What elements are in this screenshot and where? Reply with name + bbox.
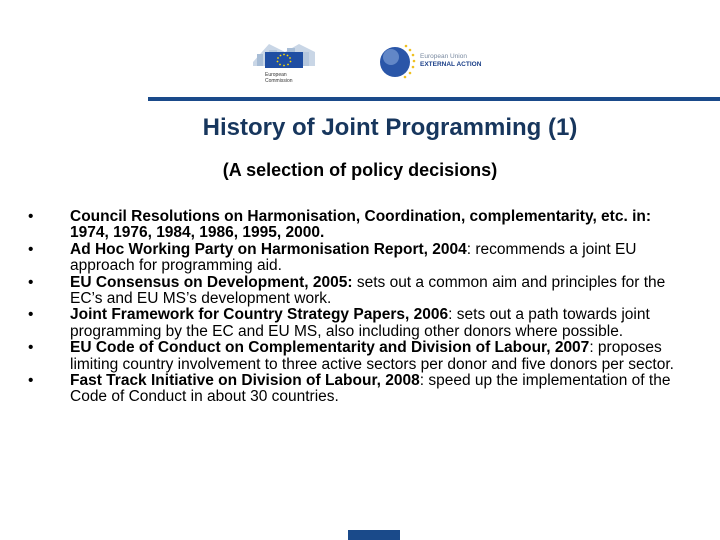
- bullet-icon: •: [28, 306, 34, 324]
- policy-decision-list: [28, 209, 688, 406]
- european-commission-wordmark: European Commission: [265, 72, 293, 84]
- list-item: [28, 340, 688, 373]
- item-text: : speed up the implementation of the Code of Conduct in about 30 countries.: [70, 372, 671, 406]
- item-lead: Fast Track Initiative on Division of Labour, 2008: [70, 372, 420, 390]
- item-lead: Ad Hoc Working Party on Harmonisation Report, 2004: [70, 240, 467, 258]
- bullet-icon: •: [28, 372, 34, 390]
- item-lead: Joint Framework for Country Strategy Papers, 2006: [70, 306, 449, 324]
- slide-subtitle: (A selection of policy decisions): [222, 160, 498, 180]
- bullet-icon: •: [28, 273, 34, 291]
- slide-title: History of Joint Programming (1): [202, 114, 578, 141]
- eu-external-action-wordmark: European Union EXTERNAL ACTION: [420, 53, 482, 68]
- bullet-icon: •: [28, 240, 34, 258]
- item-text: : recommends a joint EU approach for programming aid.: [70, 240, 637, 275]
- list-item: [28, 307, 688, 340]
- item-lead: EU Code of Conduct on Complementarity and Division of Labour, 2007: [70, 339, 590, 357]
- list-item: [28, 275, 688, 308]
- item-lead: EU Consensus on Development, 2005:: [70, 273, 353, 291]
- list-item: [28, 242, 688, 275]
- bullet-icon: •: [28, 339, 34, 357]
- footer-tab: [348, 530, 400, 540]
- item-text: : proposes limiting country involvement to three active sectors per donor and five donors per sector.: [70, 339, 674, 373]
- bullet-icon: •: [28, 208, 34, 225]
- header-rule: [148, 97, 720, 101]
- item-text: : sets out a path towards joint programming by the EC and EU MS, also including other donors where possible.: [70, 306, 650, 340]
- european-commission-logo: [247, 40, 319, 92]
- list-item: [28, 209, 688, 242]
- list-item: [28, 373, 688, 406]
- item-lead: Council Resolutions on Harmonisation, Coordination, complementarity, etc. in: 1974, 1976, 1984, 1986, 1995, 2000.: [70, 208, 652, 242]
- eu-external-action-globe-logo: [377, 40, 417, 84]
- item-text: sets out a common aim and principles for the EC’s and EU MS’s development work.: [70, 273, 666, 308]
